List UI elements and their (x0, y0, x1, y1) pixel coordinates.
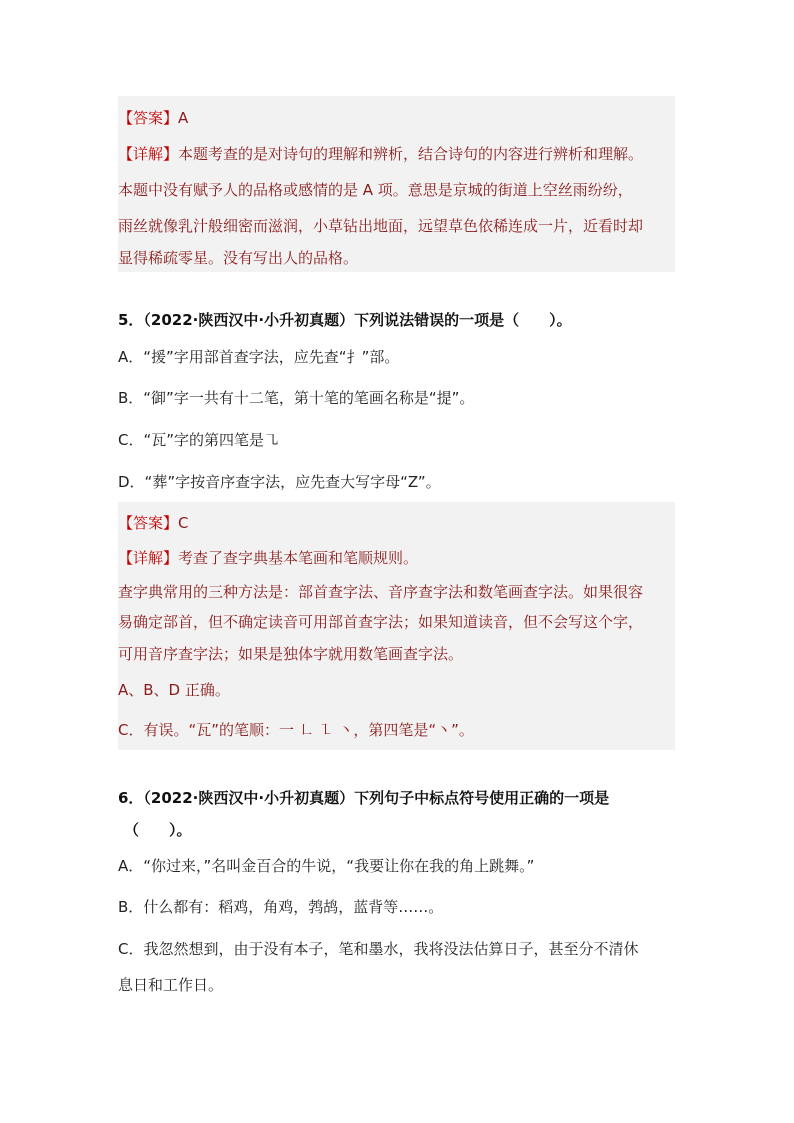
q5-option-c: C．“瓦”字的第四笔是㇈ (118, 431, 280, 449)
detail-text: 易确定部首，但不确定读音可用部首查字法；如果知道读音，但不会写这个字， (118, 613, 644, 631)
q6-option-b: B．什么都有：稻鸡，角鸡，鹁鸪，蓝背等……。 (118, 898, 444, 916)
q5-option-b: B．“御”字一共有十二笔，第十笔的笔画名称是“提”。 (118, 389, 475, 407)
detail-text: 本题中没有赋予人的品格或感情的是 A 项。意思是京城的街道上空丝雨纷纷， (118, 181, 633, 199)
q4-answer-box (118, 96, 675, 272)
q5-option-d: D．“葬”字按音序查字法，应先查大写字母“Z”。 (118, 473, 441, 491)
q6-title-cont: （ ）。 (124, 821, 192, 839)
q4-detail-line (118, 144, 643, 164)
detail-text: 雨丝就像乳汁般细密而滋润，小草钻出地面，远望草色依稀连成一片，近看时却 (118, 217, 644, 235)
q6-option-c-cont: 息日和工作日。 (118, 976, 224, 994)
q6-option-a: A．“你过来，”名叫金百合的牛说，“我要让你在我的角上跳舞。” (118, 857, 535, 875)
q5-answer-box (118, 502, 675, 750)
detail-text: 显得稀疏零星。没有写出人的品格。 (118, 249, 359, 267)
answer-value: A (178, 109, 189, 127)
detail-tag: 【详解】 (118, 145, 179, 163)
q5-detail-line (118, 548, 418, 568)
answer-tag: 【答案】 (118, 109, 179, 127)
answer-value: C (178, 514, 189, 532)
q5-title: 5．（2022·陕西汉中·小升初真题）下列说法错误的一项是（ ）。 (118, 311, 572, 329)
q6-option-c: C．我忽然想到，由于没有本子，笔和墨水，我将没法估算日子，甚至分不清休 (118, 940, 639, 958)
q6-title: 6．（2022·陕西汉中·小升初真题）下列句子中标点符号使用正确的一项是 (118, 789, 610, 807)
detail-text: C．有误。“瓦”的笔顺：一 ㇗ ㇅ 丶，第四笔是“丶”。 (118, 721, 474, 739)
detail-text: 考查了查字典基本笔画和笔顺规则。 (178, 549, 419, 567)
detail-text: 本题考查的是对诗句的理解和辨析，结合诗句的内容进行辨析和理解。 (178, 145, 644, 163)
q5-answer-line (118, 513, 189, 533)
detail-text: A、B、D 正确。 (118, 681, 230, 699)
q5-option-a: A．“援”字用部首查字法，应先查“扌”部。 (118, 348, 400, 366)
detail-text: 可用音序查字法；如果是独体字就用数笔画查字法。 (118, 645, 464, 663)
detail-tag: 【详解】 (118, 549, 179, 567)
q4-answer-line (118, 108, 188, 128)
answer-tag: 【答案】 (118, 514, 179, 532)
detail-text: 查字典常用的三种方法是：部首查字法、音序查字法和数笔画查字法。如果很容 (118, 583, 644, 601)
